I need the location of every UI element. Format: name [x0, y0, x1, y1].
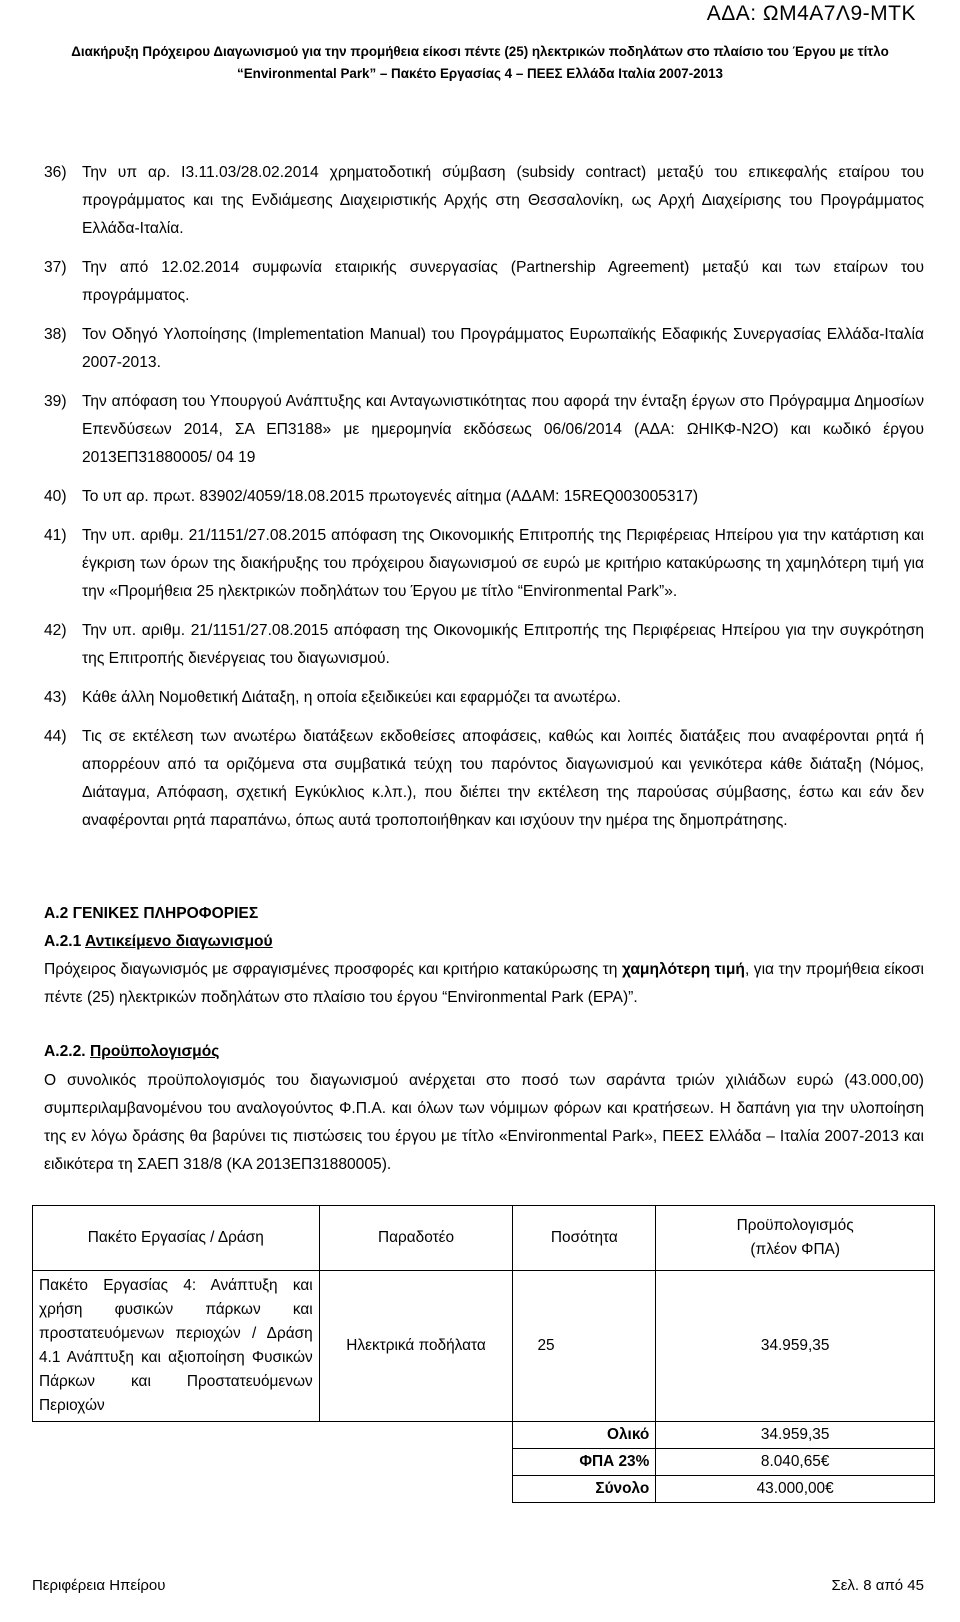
section-a22-title: Προϋπολογισμός: [89, 1043, 220, 1060]
section-a2-heading: Α.2 ΓΕΝΙΚΕΣ ΠΛΗΡΟΦΟΡΙΕΣ: [44, 905, 259, 922]
total-row-gross: [33, 1476, 935, 1503]
section-a22-paragraph: Ο συνολικός προϋπολογισμός του διαγωνισμού ανέρχεται στο ποσό των σαράντα τριών χιλιάδων ευρώ (43.000,00) συμπεριλαμβανομένου του αναλογούντος Φ.Π.Α. και όλων των νόμιμων φόρων και κρατήσεων. Η δαπάνη για την υλοποίηση της εν λόγω δράσης θα βαρύνει τις πιστώσεις του έργου με τίτλο «Environmental Park», ΠΕΕΣ Ελλάδα – Ιταλία 2007-2013 και ειδικότερα τη ΣΑΕΠ 318/8 (ΚΑ 2013ΕΠ31880005).: [44, 1072, 924, 1173]
section-a21-paragraph: [44, 956, 924, 1012]
list-item-text: Την απόφαση του Υπουργού Ανάπτυξης και Ανταγωνιστικότητας που αφορά την ένταξη έργων στο Πρόγραμμα Δημοσίων Επενδύσεων 2014, ΣΑ ΕΠ3188» με ημερομηνία εκδόσεως 06/06/2014 (ΑΔΑ: ΩΗΙΚΦ-Ν2Ο) και κωδικό έργου 2013ΕΠ31880005/ 04 19: [82, 393, 924, 466]
list-item-number: 38): [44, 326, 67, 343]
table-row: [33, 1271, 935, 1422]
total-label-net: Ολικό: [513, 1422, 656, 1449]
col-header-budget-line1: Προϋπολογισμός: [736, 1217, 854, 1234]
total-value-net: 34.959,35: [656, 1422, 935, 1449]
lowest-price-emphasis: χαμηλότερη τιμή: [621, 961, 745, 978]
col-header-quantity: Ποσότητα: [513, 1206, 656, 1271]
list-item-text: Την υπ. αριθμ. 21/1151/27.08.2015 απόφαση της Οικονομικής Επιτροπής της Περιφέρειας Ηπείρου για την συγκρότηση της Επιτροπής διενέργειας του διαγωνισμού.: [82, 622, 924, 667]
list-item-text: Τον Οδηγό Υλοποίησης (Implementation Manual) του Προγράμματος Ευρωπαϊκής Εδαφικής Συνεργασίας Ελλάδα-Ιταλία 2007-2013.: [82, 326, 924, 371]
total-row-net: [33, 1422, 935, 1449]
list-item-text: Τις σε εκτέλεση των ανωτέρω διατάξεων εκδοθείσες αποφάσεις, καθώς και λοιπές διατάξεις που αναφέρονται ρητά ή απορρέουν από τα οριζόμενα στα συμβατικά τεύχη του παρόντος διαγωνισμού και γενικότερα κάθε διάταξη (Νόμος, Διάταγμα, Απόφαση, σχετική Εγκύκλιος κ.λπ.), που διέπει την εκτέλεση της παρούσας σύμβασης, έστω και εάν δεν αναφέρονται ρητά παραπάνω, όπως αυτά τροποποιήθηκαν και ισχύουν την ημέρα της δημοπράτησης.: [82, 728, 924, 829]
col-header-budget-line2: (πλέον ΦΠΑ): [750, 1241, 840, 1258]
section-a21-heading: [44, 928, 924, 956]
header-line-2: “Environmental Park” – Πακέτο Εργασίας 4 – ΠΕΕΣ Ελλάδα Ιταλία 2007-2013: [237, 66, 723, 81]
total-row-vat: [33, 1449, 935, 1476]
list-item-text: Την υπ. αριθμ. 21/1151/27.08.2015 απόφαση της Οικονομικής Επιτροπής της Περιφέρειας Ηπείρου για την κατάρτιση και έγκριση των όρων της διακήρυξης του πρόχειρου διαγωνισμού σε ευρώ με κριτήριο κατακύρωσης τη χαμηλότερη τιμή για την «Προμήθεια 25 ηλεκτρικών ποδηλάτων του Έργου με τίτλο “Environmental Park”».: [82, 527, 924, 600]
header-line-1: Διακήρυξη Πρόχειρου Διαγωνισμού για την προμήθεια είκοσι πέντε (25) ηλεκτρικών ποδηλάτων στο πλαίσιο του Έργου με τίτλο: [71, 44, 889, 59]
paragraph-text: , για την προμήθεια είκοσι πέντε (25) ηλεκτρικών ποδηλάτων στο πλαίσιο του έργου “Environmental Park (EPA)”.: [44, 961, 924, 1006]
table-header-row: [33, 1206, 935, 1271]
list-item: [44, 388, 924, 472]
section-a22-number: Α.2.2.: [44, 1043, 86, 1060]
section-a22-heading: [44, 1038, 924, 1066]
list-item-number: 39): [44, 393, 67, 410]
list-item-number: 44): [44, 728, 67, 745]
col-header-package: Πακέτο Εργασίας / Δράση: [33, 1206, 320, 1271]
budget-table: [32, 1205, 935, 1503]
cell-budget: 34.959,35: [656, 1271, 935, 1422]
cell-package: Πακέτο Εργασίας 4: Ανάπτυξη και χρήση φυσικών πάρκων και προστατευόμενων περιοχών / Δράση 4.1 Ανάπτυξη και αξιοποίηση Φυσικών Πάρκων και Προστατευόμενων Περιοχών: [33, 1271, 320, 1422]
total-label-gross: Σύνολο: [513, 1476, 656, 1503]
cell-quantity: 25: [513, 1271, 656, 1422]
list-item: [44, 159, 924, 243]
list-item: [44, 254, 924, 310]
col-header-deliverable: Παραδοτέο: [319, 1206, 513, 1271]
list-item-text: Το υπ αρ. πρωτ. 83902/4059/18.08.2015 πρωτογενές αίτημα (ΑΔΑΜ: 15REQ003005317): [82, 488, 699, 505]
total-value-gross: 43.000,00€: [656, 1476, 935, 1503]
list-item: [44, 522, 924, 606]
list-item-text: Κάθε άλλη Νομοθετική Διάταξη, η οποία εξειδικεύει και εφαρμόζει τα ανωτέρω.: [82, 689, 621, 706]
paragraph-text: Πρόχειρος διαγωνισμός με σφραγισμένες προσφορές και κριτήριο κατακύρωσης τη: [44, 961, 622, 978]
list-item-text: Την υπ αρ. Ι3.11.03/28.02.2014 χρηματοδοτική σύμβαση (subsidy contract) μεταξύ του επικεφαλής εταίρου του προγράμματος και της Ενδιάμεσης Διαχειριστικής Αρχής στη Θεσσαλονίκη, ως Αρχή Διαχείρισης του Προγράμματος Ελλάδα-Ιταλία.: [82, 164, 924, 237]
list-item: [44, 321, 924, 377]
list-item: [44, 617, 924, 673]
col-header-budget: [656, 1206, 935, 1271]
list-item-text: Την από 12.02.2014 συμφωνία εταιρικής συνεργασίας (Partnership Agreement) μεταξύ και των εταίρων του προγράμματος.: [82, 259, 924, 304]
list-item-number: 41): [44, 527, 67, 544]
total-label-vat: ΦΠΑ 23%: [513, 1449, 656, 1476]
footer-page-number: Σελ. 8 από 45: [831, 1577, 924, 1594]
list-item-number: 36): [44, 164, 67, 181]
list-item-number: 40): [44, 488, 67, 505]
list-item: [44, 723, 924, 835]
total-value-vat: 8.040,65€: [656, 1449, 935, 1476]
ada-code: ΑΔΑ: ΩΜ4Α7Λ9-ΜΤΚ: [706, 2, 916, 25]
list-item: [44, 684, 924, 712]
list-item-number: 42): [44, 622, 67, 639]
list-item-number: 37): [44, 259, 67, 276]
section-a21-title: Αντικείμενο διαγωνισμού: [85, 933, 273, 950]
list-item-number: 43): [44, 689, 67, 706]
footer-region: Περιφέρεια Ηπείρου: [32, 1577, 166, 1594]
list-item: [44, 483, 924, 511]
section-a21-number: Α.2.1: [44, 933, 82, 950]
legal-references-list: [44, 159, 924, 846]
cell-deliverable: Ηλεκτρικά ποδήλατα: [319, 1271, 513, 1422]
